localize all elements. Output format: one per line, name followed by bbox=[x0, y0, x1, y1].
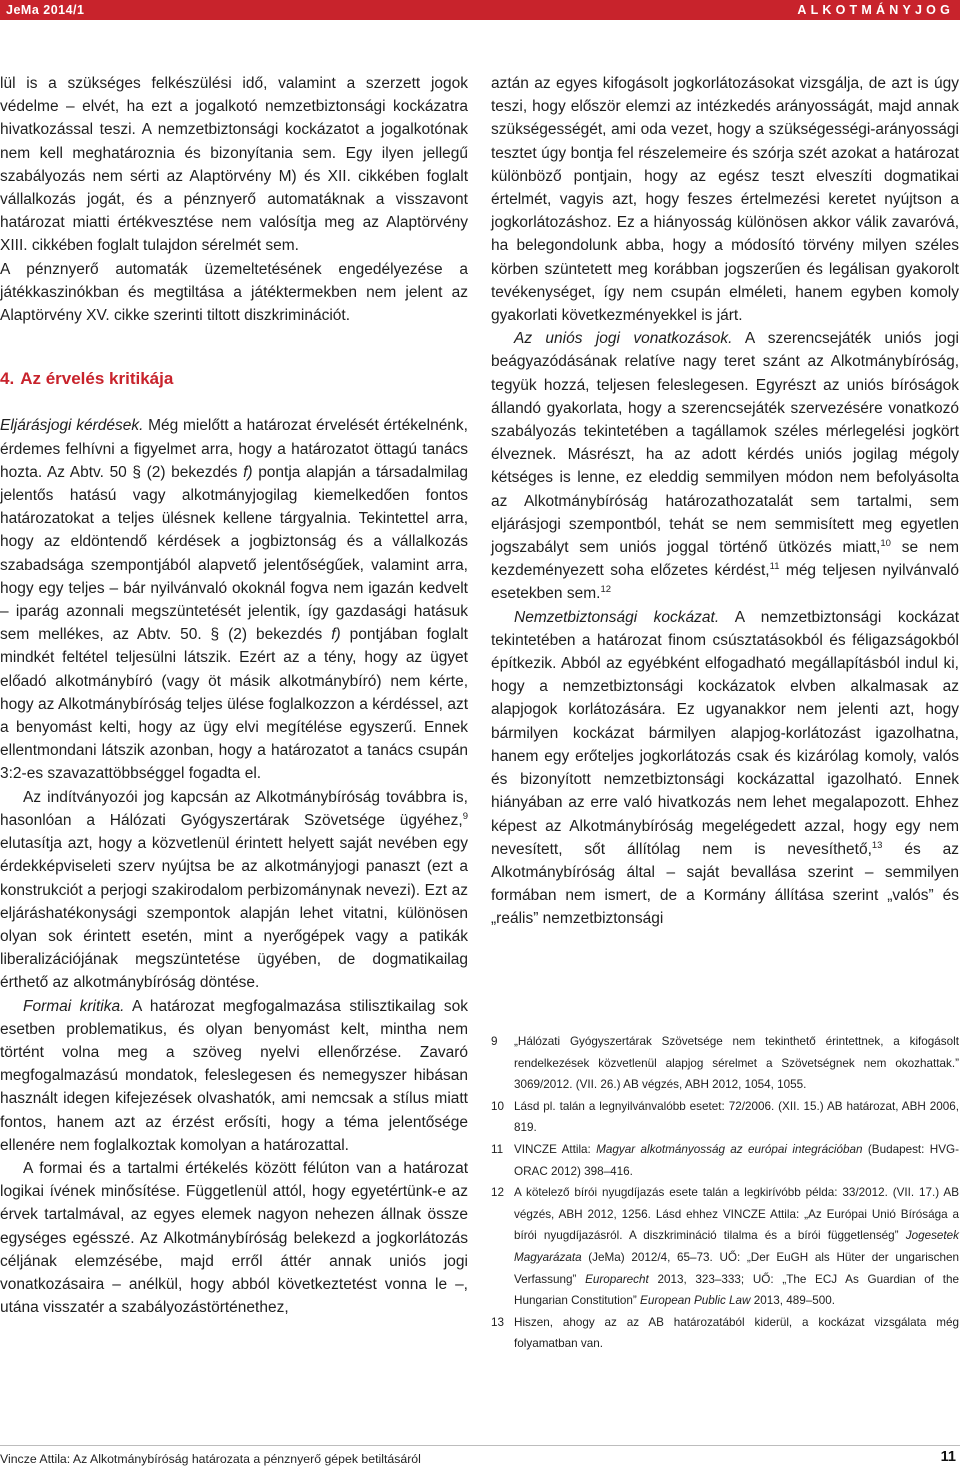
text-run: elutasítja azt, hogy a közvetlenül érintett helyett saját nevében egy érdekképviseleti szerv nyújtsa be az alkotmányjogi panaszt (ezt a konstrukciót a perjogi szakirodalom perbizománynak nevezi). Ezt az eljáráshatékonysági szempontok alapján lehet vitatni, különösen olyan sok érintett esetén, mint a nyerőgépek vagy a patikák liberalizációjának megszüntetése ügyében, de dogmatikailag érthető az alkotmánybíróság döntése. bbox=[0, 835, 468, 992]
section-heading-text: Az érvelés kritikája bbox=[20, 369, 174, 389]
text-run: A határozat megfogalmazása stilisztikailag sok esetben problematikus, és olyan benyomást kelt, mintha nem történt volna meg a szöveg nyelvi ellenőrzése. Zavaró megfogalmazású mondatok, feleslegesen és nemegyszer hibásan használt idegen kifejezések olvashatók, ami nemcsak a stílus miatt fontos, hanem azt az érzést erősíti, hogy a téma jelentősége ellenére nem foglalkoztak komolyan a határozattal. bbox=[0, 997, 468, 1154]
paragraph: aztán az egyes kifogásolt jogkorlátozásokat vizsgálja, de azt is úgy teszi, hogy először elemzi az intézkedés arányosságát, majd annak szükségességét, ami oda vezet, hogy a szükségességi-arányossági tesztet úgy bontja fel részelemeire és szórja szét azokat a határozat különböző pontjain, hogy az egész teszt elveszíti dogmatikai értelmét, vagyis azt, hogy feszes értelmezési keretet nyújtson a jogkorlátozáshoz. Ez a hiányosság különösen akkor válik zavaróvá, ha belegondolunk abba, hogy a módosító törvény milyen széles körben szüntetett meg korábban jogszerűen és legálisan gyakorolt tevékenységet, így nem csupán elméleti, hanem egyben komoly gyakorlati következményekkel is járt. bbox=[491, 75, 959, 325]
run-in-heading: Formai kritika. bbox=[23, 997, 125, 1015]
footnote-ref[interactable]: 11 bbox=[769, 561, 780, 573]
journal-issue: JeMa 2014/1 bbox=[6, 3, 85, 17]
paragraph bbox=[491, 327, 959, 605]
paragraph bbox=[0, 414, 468, 785]
section-number: 4. bbox=[0, 369, 15, 389]
footnote-number: 10 bbox=[491, 1099, 505, 1113]
running-title: Vincze Attila: Az Alkotmánybíróság határozata a pénznyerő gépek betiltásáról bbox=[0, 1452, 421, 1466]
footnote-number: 9 bbox=[491, 1035, 498, 1048]
text-run: f) bbox=[331, 626, 341, 644]
footnote-ref[interactable]: 13 bbox=[871, 839, 883, 851]
section-title: ALKOTMÁNYJOG bbox=[797, 3, 954, 17]
text-run: VINCZE Attila: bbox=[514, 1142, 597, 1156]
footnote bbox=[491, 1096, 959, 1139]
right-column bbox=[491, 72, 959, 931]
footnote bbox=[491, 1031, 959, 1096]
text-run: se nem kezdeményezett soha előzetes kérdést, bbox=[491, 539, 959, 580]
text-run: még teljesen nyilvánvaló esetekben sem. bbox=[491, 562, 959, 603]
paragraph: A pénznyerő automaták üzemeltetésének engedélyezése a játékkaszinókban és megtiltása a játéktermekben nem jelent az Alaptörvény XV. cikke szerinti tiltott diszkriminációt. bbox=[0, 260, 468, 325]
footnote-number: 13 bbox=[491, 1315, 505, 1329]
text-run: Még mielőtt a határozat érvelését értékelnénk, érdemes felhívni a figyelmet arra, hogy a határozatot öttagú tanács hozta. Az Abtv. 50 § (2) bekezdés bbox=[0, 417, 468, 481]
page-number: 11 bbox=[940, 1449, 956, 1465]
text-run: 2013, 323–333; UŐ: „The ECJ As Guardian of the Hungarian Constitution” bbox=[514, 1272, 959, 1308]
footnote-text: „Hálózati Gyógyszertárak Szövetsége nem tekinthető érintettnek, a kifogásolt rendelkezések közvetlenül alapjog sérelmet a Szövetségnek nem okozhattak.” 3069/2012. (VII. 26.) AB végzés, ABH 2012, 1054, 1055. bbox=[514, 1035, 959, 1092]
run-in-heading: Eljárásjogi kérdések. bbox=[0, 417, 144, 435]
text-run: A nemzetbiztonsági kockázat tekintetében a határozat finom csúsztatásokból és féligazságokból építkezik. Abból az egyébként elfogadható megállapításból indul ki, hogy a nemzetbiztonsági kockázatok elvben alkalmasak az alapjogok korlátozására. Ez ugyanakkor nem jelenti azt, hogy bármilyen kockázat bármilyen alapjog-korlátozást igazolhatna, hanem egy erőteljes jogkorlátozás csak és kizárólag komoly, valós és bizonyított nemzetbiztonsági kockázattal igazolható. Ennek hiányában az erre való hivatkozás nem lehet megalapozott. Ehhez képest az Alkotmánybíróság megelégedett azzal, hogy egy nem nevesített, sőt állítólag nem is nevesíthető, bbox=[491, 608, 959, 858]
footnote bbox=[491, 1312, 959, 1355]
journal-title: Europarecht bbox=[585, 1272, 649, 1286]
footnote bbox=[491, 1182, 959, 1312]
footnotes bbox=[491, 1031, 959, 1355]
header-bar bbox=[0, 0, 960, 20]
footnote-text bbox=[514, 1139, 959, 1182]
footnote-number: 12 bbox=[491, 1186, 505, 1200]
left-column bbox=[0, 72, 468, 1319]
paragraph bbox=[491, 606, 959, 931]
footnote-ref[interactable]: 9 bbox=[462, 810, 468, 822]
run-in-heading: Az uniós jogi vonatkozások. bbox=[514, 330, 733, 348]
text-run: A szerencsejáték uniós jogi beágyazódásának relatíve nagy teret szánt az Alkotmánybíróság, tegyük hozzá, teljesen feleslegesen. Egyrészt az uniós bíróságok állandó gyakorlata, hogy a szerencsejáték szervezésére vonatkozó szabályozás tekintetében a tagállamok széles mérlegelési jogkört élveznek. Másrészt, ha az adott kérdés uniós jogilag mégoly kétséges is lenne, ez eleddig semmilyen módon nem befolyásolta az Alkotmánybíróság határozathozatalát sem tartalmi, sem eljárásjogi szempontból, tehát se nem semmisített meg egyetlen jogszabályt sem uniós joggal történő ütközés miatt, bbox=[491, 330, 959, 557]
section-heading bbox=[0, 367, 468, 390]
text-run: Az indítványozói jog kapcsán az Alkotmánybíróság továbbra is, hasonlóan a Hálózati Gyógyszertárak Szövetsége ügyéhez, bbox=[0, 788, 468, 829]
text-run: és az Alkotmánybíróság által – saját bevallása szerint – semmilyen formában nem ismert, de a Kormány állítása szerint „valós” és „reális” nemzetbiztonsági bbox=[491, 840, 959, 928]
footnote-ref[interactable]: 10 bbox=[880, 538, 891, 550]
footer-divider bbox=[0, 1445, 960, 1446]
text-run: 2013, 489–500. bbox=[750, 1294, 836, 1308]
footnote bbox=[491, 1139, 959, 1182]
text-run: (Budapest: HVG-ORAC 2012) 398–416. bbox=[514, 1142, 959, 1178]
text-run: f) bbox=[243, 463, 253, 481]
run-in-heading: Nemzetbiztonsági kockázat. bbox=[514, 608, 720, 626]
journal-title: Jogesetek Magyarázata bbox=[514, 1229, 959, 1264]
footnote-text bbox=[514, 1182, 959, 1312]
footnote-number: 11 bbox=[491, 1142, 504, 1156]
text-run: pontjában foglalt mindkét feltétel teljesülni látszik. Ezért az a tény, hogy az ügyet előadó alkotmánybíró (vagy öt másik alkotmánybíró) nem kérte, hogy az Alkotmánybíróság teljes ülése foglalkozzon a kérdéssel, azt a benyomást kelti, hogy az ügy elvi megítélése egyszerű. Ennek ellentmondani látszik azonban, hogy a határozatot a tanács csupán 3:2-es szavazattöbbséggel fogadta el. bbox=[0, 626, 468, 783]
text-run: A kötelező bírói nyugdíjazás esete talán a legkirívóbb példa: 33/2012. (VII. 17.) AB végzés, ABH 2012, 1256. Lásd ehhez VINCZE Attila: „Az Európai Unió Bírósága a bírói nyugdíjazásról. A diszkrimináció tilalma és a bírói függetlenség” bbox=[514, 1186, 959, 1243]
paragraph: A formai és a tartalmi értékelés között félúton van a határozat logikai ívének minősítése. Függetlenül attól, hogy egyetértünk-e az érvek tartalmával, az egyes elemek nagyon nehezen állnak össze egységes egésszé. Az Alkotmánybíróság belekezd a jogkorlátozás céljának elemzésébe, majd erről áttér annak uniós jogi vonatkozásaira – anélkül, hogy abból következtetést vonna le –, utána visszatér a szabályozástörténethez, bbox=[0, 1159, 468, 1317]
footnote-text: Lásd pl. talán a legnyilvánvalóbb esetet: 72/2006. (XII. 15.) AB határozat, ABH 2006, 819. bbox=[514, 1099, 959, 1135]
spacer bbox=[0, 327, 468, 347]
footnote-ref[interactable]: 12 bbox=[600, 584, 612, 596]
paragraph bbox=[0, 786, 468, 995]
spacer bbox=[0, 347, 468, 367]
book-title: Magyar alkotmányosság az európai integrációban bbox=[596, 1142, 863, 1156]
paragraph bbox=[0, 995, 468, 1157]
footnote-text: Hiszen, ahogy az az AB határozatából kiderül, a kockázat vizsgálata még folyamatban van. bbox=[514, 1315, 959, 1351]
paragraph: lül is a szükséges felkészülési idő, valamint a szerzett jogok védelme – elvét, ha ezt a jogalkotó nemzetbiztonsági kockázatra hivatkozással teszi. A nemzetbiztonsági kockázatot a jogalkotónak nem kell meghatároznia és bizonyítania sem. Egy ilyen jellegű szabályozás nem sérti az Alaptörvény M) és XII. cikkében foglalt vállalkozás jogát, és a pénznyerő automatáknak a visszavont határozat miatti értékvesztése nem valósítja meg az Alaptörvény XIII. cikkében foglalt tulajdon sérelmét sem. bbox=[0, 75, 468, 255]
journal-title: European Public Law bbox=[640, 1294, 751, 1308]
text-run: (JeMa) 2012/4, 65–73. UŐ: „Der EuGH als Hüter der ungarischen Verfassung” bbox=[514, 1250, 959, 1286]
text-run: pontja alapján a társadalmilag jelentős hatású vagy alkotmányjogilag kiemelkedően fontos határozatokat a teljes ülésnek kellene tárgyalnia. Tekintettel arra, hogy az eldöntendő kérdések a jogbiztonság és a vállalkozás szabadsága szempontjából alapvető jelentőségűek, valamint arra, hogy egy teljes – bár nyilvánvaló okoknál fogva nem igazán kedvelt – iparág azonnali megszüntetését jelentik, így gazdasági hatásuk sem mellékes, az Abtv. 50. § (2) bekezdés bbox=[0, 463, 469, 644]
